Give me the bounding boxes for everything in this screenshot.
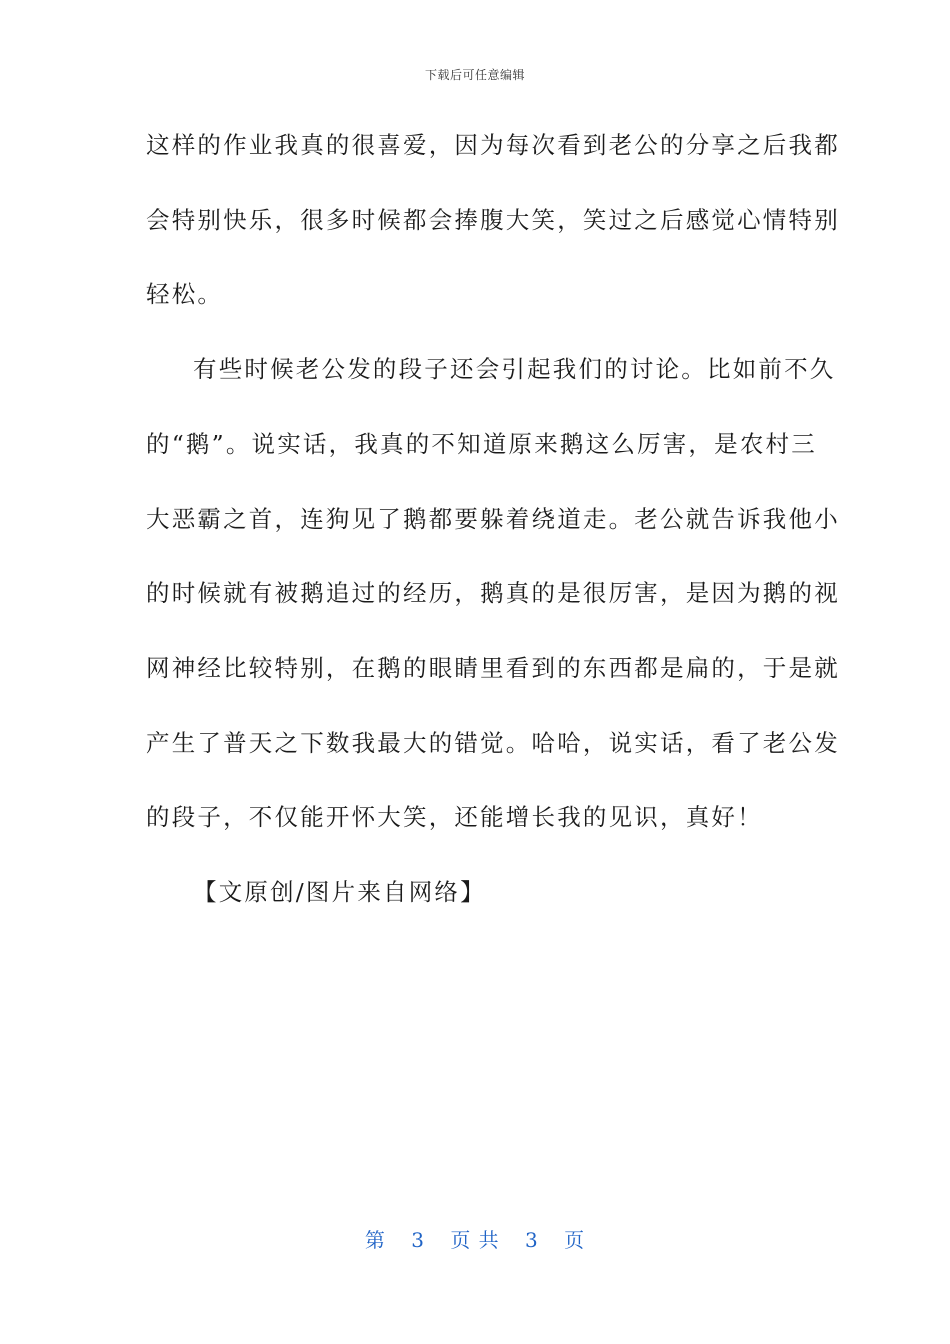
footer-prefix: 第 — [364, 1228, 386, 1252]
paragraph-2-line-4: 的时候就有被鹅追过的经历，鹅真的是很厉害，是因为鹅的视 — [146, 579, 840, 608]
source-note: 【文原创/图片来自网络】 — [193, 878, 486, 907]
footer-suffix: 页 — [564, 1228, 586, 1252]
page-footer — [0, 1224, 950, 1253]
current-page-number: 3 — [411, 1228, 425, 1252]
header-note: 下载后可任意编辑 — [424, 68, 525, 82]
total-pages-number: 3 — [525, 1228, 539, 1252]
paragraph-1-line-1: 这样的作业我真的很喜爱，因为每次看到老公的分享之后我都 — [146, 131, 840, 159]
paragraph-2-line-3: 大恶霸之首，连狗见了鹅都要躲着绕道走。老公就告诉我他小 — [146, 504, 840, 533]
paragraph-2-line-5: 网神经比较特别，在鹅的眼睛里看到的东西都是扁的，于是就 — [146, 653, 840, 682]
paragraph-2-line-2: 的“鹅”。说实话，我真的不知道原来鹅这么厉害，是农村三 — [146, 429, 817, 458]
paragraph-2-line-7: 的段子，不仅能开怀大笑，还能增长我的见识，真好！ — [146, 803, 763, 832]
paragraph-2-line-6: 产生了普天之下数我最大的错觉。哈哈，说实话，看了老公发 — [146, 728, 840, 757]
document-body — [146, 108, 840, 930]
paragraph-1-line-2: 会特别快乐，很多时候都会捧腹大笑，笑过之后感觉心情特别 — [146, 205, 840, 234]
paragraph-1-line-3: 轻松。 — [146, 280, 224, 309]
footer-middle: 页 共 — [450, 1228, 500, 1252]
paragraph-2-line-1: 有些时候老公发的段子还会引起我们的讨论。比如前不久 — [193, 355, 836, 384]
